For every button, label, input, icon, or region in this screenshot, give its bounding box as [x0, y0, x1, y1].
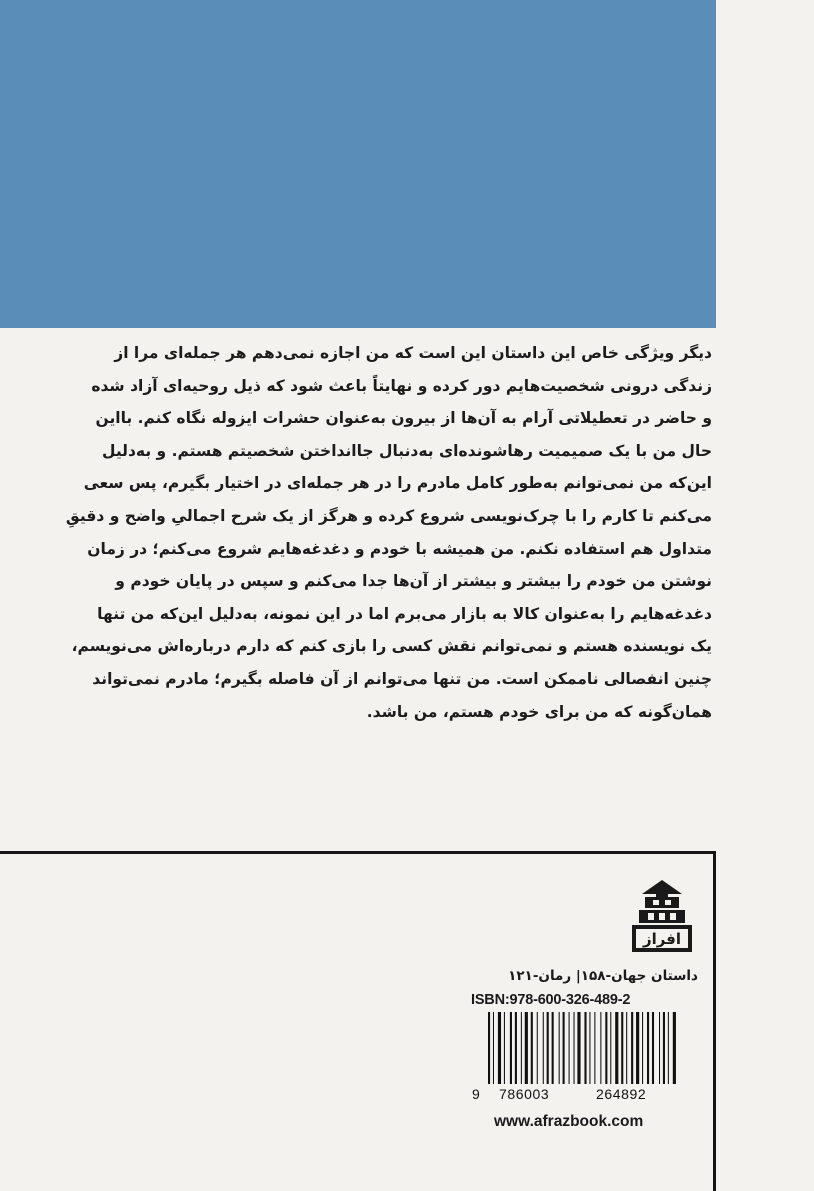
- barcode-bar: [521, 1012, 522, 1084]
- blurb-line: و حاضر در تعطیلاتی آرام به آن‌ها از بیرون به‌عنوان حشرات ایزوله نگاه کنم. بااین: [95, 409, 712, 428]
- blurb-line: این‌که من نمی‌توانم به‌طور کامل مادرم را در هر جمله‌ای در اختیار بگیرم، پس سعی: [83, 474, 712, 493]
- publisher-website: www.afrazbook.com: [494, 1113, 644, 1130]
- barcode-bar: [577, 1012, 580, 1084]
- blurb-line: چنین انفصالی ناممکن است. من تنها می‌توانم از آن فاصله بگیرم؛ مادرم نمی‌تواند: [92, 669, 712, 688]
- barcode-bar: [488, 1012, 490, 1084]
- barcode-bar: [537, 1012, 538, 1084]
- blurb-line: دیگر ویژگی خاص این داستان این است که من اجازه نمی‌دهم هر جمله‌ای مرا از: [114, 344, 712, 362]
- barcode-digit-lead: 9: [472, 1086, 481, 1102]
- publisher-logo: [628, 876, 696, 956]
- barcode-bar: [563, 1012, 565, 1084]
- barcode-bar: [547, 1012, 549, 1084]
- blurb-line: حال من با یک صمیمیت رهاشونده‌ای به‌دنبال جاانداختن شخصیتم هستم. و به‌دلیل: [102, 441, 712, 460]
- barcode-bar: [668, 1012, 669, 1084]
- blurb-line: یک نویسنده هستم و نمی‌توانم نقش کسی را بازی کنم که دارم درباره‌اش می‌نویسم،: [71, 637, 712, 656]
- barcode-bar: [659, 1012, 660, 1084]
- barcode-digit-group-right: 264892: [596, 1086, 647, 1102]
- barcode-bar: [647, 1012, 649, 1084]
- barcode-digits: [472, 1086, 702, 1104]
- series-info: داستان جهان-۱۵۸| رمان-۱۲۱: [508, 968, 698, 984]
- barcode-bar: [552, 1012, 554, 1084]
- logo-wordmark: افراز: [642, 930, 682, 948]
- barcode-bar: [621, 1012, 623, 1084]
- barcode-bar: [605, 1012, 607, 1084]
- barcode-bar: [584, 1012, 586, 1084]
- barcode-bar: [515, 1012, 517, 1084]
- barcode-bar: [589, 1012, 590, 1084]
- barcode-digit-group-left: 786003: [499, 1086, 550, 1102]
- barcode-bar: [610, 1012, 611, 1084]
- isbn: ISBN:978-600-326-489-2: [471, 992, 631, 1008]
- barcode-bar: [525, 1012, 528, 1084]
- barcode-bar: [652, 1012, 654, 1084]
- barcode-bar: [569, 1012, 570, 1084]
- barcode-bar: [615, 1012, 618, 1084]
- barcode-bar: [510, 1012, 512, 1084]
- blurb-line: متداول هم استفاده نکنم. من همیشه با خودم و دغدغه‌هایم شروع می‌کنم؛ در زمان: [87, 539, 712, 558]
- barcode-bar: [663, 1012, 665, 1084]
- barcode-bar: [600, 1012, 601, 1084]
- barcode-bar: [498, 1012, 501, 1084]
- blurb-line: دغدغه‌هایم را به‌عنوان کالا به بازار می‌برم اما در این نمونه، به‌دلیل این‌که من تنها: [97, 604, 712, 623]
- barcode-bar: [642, 1012, 643, 1084]
- barcode-bar: [531, 1012, 533, 1084]
- barcode-bar: [626, 1012, 627, 1084]
- blurb-line: زندگی درونی شخصیت‌هایم دور کرده و نهایتاً باعث شود که ذیل روحیه‌ای آزاد شده: [91, 376, 712, 395]
- barcode-bar: [543, 1012, 544, 1084]
- back-cover-blurb: [24, 337, 712, 728]
- barcode-bar: [631, 1012, 633, 1084]
- isbn-barcode: [486, 1012, 698, 1090]
- barcode-bar: [559, 1012, 560, 1084]
- barcode-bar: [673, 1012, 676, 1084]
- blurb-line: می‌کنم تا کارم را با چرک‌نویسی شروع کرده و هرگز از یک شرح اجمالیِ واضح و دقیقِ: [65, 506, 712, 525]
- blurb-line: همان‌گونه که من برای خودم هستم، من باشد.: [366, 702, 712, 721]
- blurb-line: نوشتن من خودم را بیشتر و بیشتر از آن‌ها جدا می‌کنم و سپس در پایان خودم و: [115, 572, 712, 591]
- barcode-bar: [504, 1012, 505, 1084]
- cover-color-panel: [0, 0, 716, 328]
- barcode-bar: [493, 1012, 494, 1084]
- barcode-bar: [574, 1012, 575, 1084]
- barcode-bar: [636, 1012, 639, 1084]
- barcode-bar: [594, 1012, 595, 1084]
